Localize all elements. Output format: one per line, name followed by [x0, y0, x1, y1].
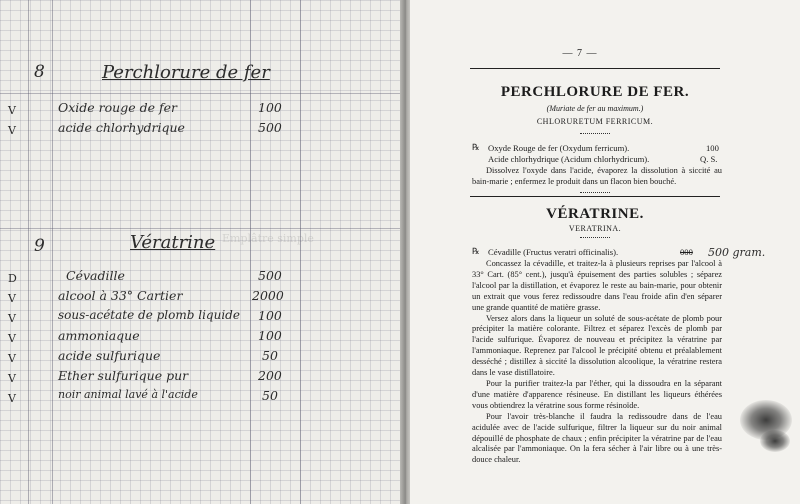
ledger-check-mark: V [8, 292, 16, 305]
ornament-rule [580, 133, 610, 134]
ledger-check-mark: V [8, 332, 16, 345]
ingredient-name: Oxyde Rouge de fer (Oxydum ferricum). [488, 143, 630, 153]
handwritten-quantity: 500 gram. [708, 246, 766, 259]
recipe-instructions [472, 166, 722, 188]
rx-symbol: ℞ [472, 246, 480, 256]
margin-rule [28, 0, 29, 504]
ledger-check-mark: V [8, 372, 16, 385]
ledger-check-mark: V [8, 124, 16, 137]
ledger-item-name: acide sulfurique [58, 348, 161, 363]
ledger-section-9-title: Vératrine [130, 232, 216, 253]
recipe-title-perchlorure: PERCHLORURE DE FER. [500, 84, 690, 100]
instruction-paragraph: Concassez la cévadille, et traitez-la à plusieurs reprises par l'alcool à 33° Cart. (85° cent.), jusqu'à épuisement des parties solubles ; séparez l'alcool par la distillation, et évaporez le reste au bain-marie, pour obtenir un extrait que vous ferez redissoudre dans l'eau froide afin d'en séparer une grande quantité de matière grasse. [472, 259, 722, 312]
instruction-paragraph: Pour la purifier traitez-la par l'éther, qui la dissoudra en la séparant d'une matière d'apparence résineuse. En distillant les liqueurs éthérées vous obtiendrez la vératrine sous forme résinoïde. [472, 378, 722, 410]
ledger-item-qty: 50 [262, 348, 278, 363]
ornament-rule [580, 237, 610, 238]
ledger-section-8-number: 8 [34, 62, 45, 82]
ledger-item-qty: 2000 [252, 288, 284, 303]
struck-quantity: 000 [680, 247, 693, 257]
column-rule [300, 0, 301, 504]
recipe-latin-name: CHLORURETUM FERRICUM. [536, 117, 654, 126]
ledger-item-qty: 500 [258, 268, 282, 283]
ledger-item-qty: 200 [258, 368, 282, 383]
ledger-item-name: ammoniaque [58, 328, 140, 343]
ledger-section-9-number: 9 [34, 236, 45, 256]
instruction-paragraph: Pour l'avoir très-blanche il faudra la redissoudre dans de l'eau acidulée avec de l'acide sulfurique, filtrer la liqueur sur du noir animal dépouillé de phosphate de chaux ; enfin précipiter la vératrine par de l'eau alcalisée par l'ammoniaque. On la fera sécher à l'air libre ou à une très-douce chaleur. [472, 411, 722, 465]
ingredient-name: Acide chlorhydrique (Acidum chlorhydricum). [488, 154, 650, 164]
ledger-check-mark: V [8, 104, 16, 117]
ledger-item-name: sous-acétate de plomb liquide [58, 308, 240, 322]
header-rule [470, 68, 720, 69]
ledger-item-qty: 50 [262, 388, 278, 403]
row-rule [0, 93, 404, 94]
row-rule [0, 228, 404, 229]
instruction-paragraph: Versez alors dans la liqueur un soluté de sous-acétate de plomb pour précipiter la matière colorante. Filtrez et séparez l'excès de plomb par l'acide sulfurique. Évaporez de nouveau et précipitez la vératrine par l'ammoniaque. Reprenez par l'alcool le précipité obtenu et préalablement desséché ; distillez à siccité la dissolution alcoolique, la vératrine restera dans le vase distillatoire. [472, 313, 722, 378]
ledger-item-qty: 100 [258, 328, 282, 343]
section-rule [470, 196, 720, 197]
recipe-subtitle: (Muriate de fer au maximum.) [546, 104, 644, 113]
ingredient-qty: Q. S. [700, 154, 718, 164]
bleed-through-text: Emplâtre simple [222, 232, 314, 245]
ledger-item-name: noir animal lavé à l'acide [58, 388, 198, 401]
ledger-item-qty: 500 [258, 120, 282, 135]
recipe-title-veratrine: VÉRATRINE. [546, 206, 644, 222]
ledger-section-8-title: Perchlorure de fer [102, 62, 270, 83]
ornament-rule [580, 192, 610, 193]
ledger-check-mark: D [8, 272, 17, 285]
rx-symbol: ℞ [472, 142, 480, 152]
ledger-item-name: Ether sulfurique pur [58, 368, 189, 383]
ledger-check-mark: V [8, 312, 16, 325]
printed-page [410, 0, 800, 504]
instruction-paragraph: Dissolvez l'oxyde dans l'acide, évaporez la dissolution à siccité au bain-marie ; enfermez le produit dans un flacon bien bouché. [472, 166, 722, 186]
ledger-item-name: Cévadille [66, 268, 125, 283]
veratrine-instructions [472, 259, 722, 466]
ink-stain [760, 430, 790, 452]
ledger-item-name: alcool à 33° Cartier [58, 288, 183, 303]
page-number: — 7 — [562, 48, 598, 59]
recipe-latin-name: VERATRINA. [568, 224, 622, 233]
ingredient-name: Cévadille (Fructus veratri officinalis). [488, 247, 619, 257]
ledger-check-mark: V [8, 352, 16, 365]
ledger-item-qty: 100 [258, 308, 282, 323]
ledger-check-mark: V [8, 392, 16, 405]
ledger-item-name: acide chlorhydrique [58, 120, 185, 135]
ingredient-qty: 100 [706, 143, 719, 153]
ledger-item-name: Oxide rouge de fer [58, 100, 177, 115]
ledger-item-qty: 100 [258, 100, 282, 115]
margin-rule [52, 0, 53, 504]
